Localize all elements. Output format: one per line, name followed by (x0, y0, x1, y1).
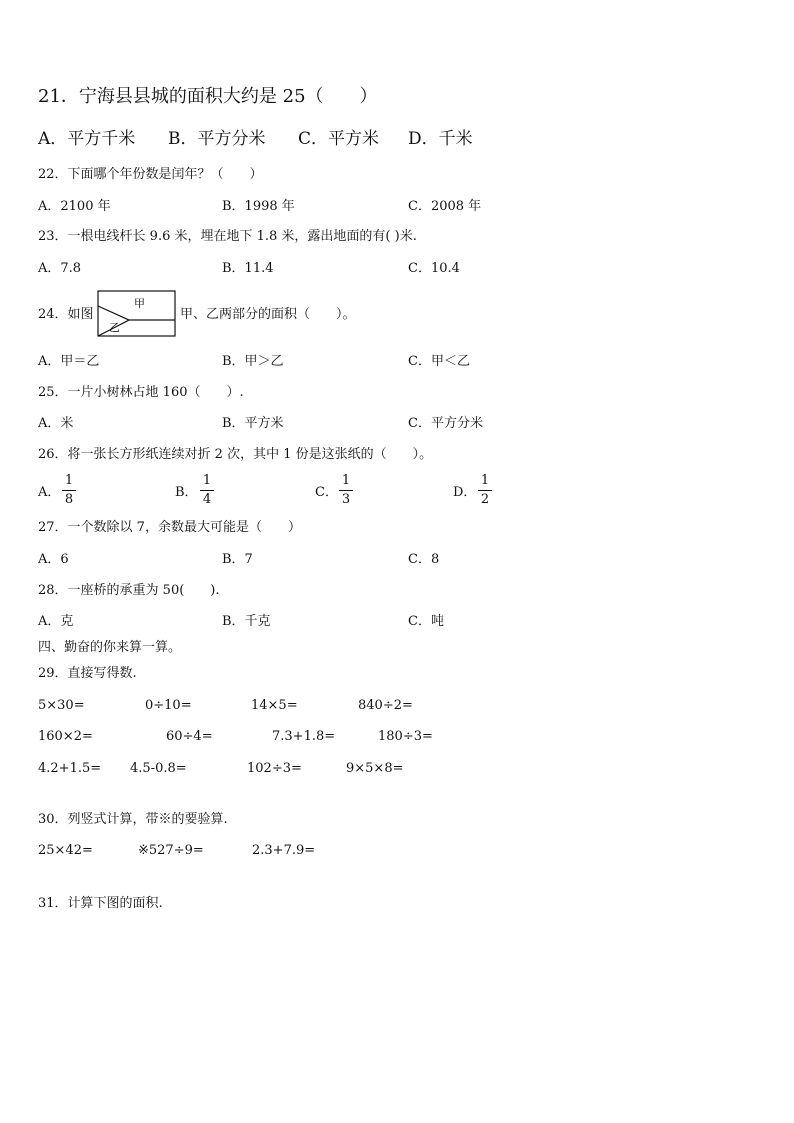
fraction-one-third (339, 474, 353, 507)
denominator: 2 (480, 492, 490, 507)
q23-option-b: B．11.4 (222, 261, 274, 276)
fraction-one-half (478, 474, 492, 507)
q24-option-b: B．甲＞乙 (222, 354, 284, 369)
calc-item: 0÷10= (145, 698, 192, 713)
q21-option-c: C．平方米 (298, 129, 380, 149)
q22-option-a: A．2100 年 (38, 199, 111, 214)
calc-item: 102÷3= (247, 761, 302, 776)
vertical-calc-item: ※527÷9= (138, 843, 204, 858)
calc-item: 14×5= (251, 698, 298, 713)
question-31: 31．计算下图的面积. (38, 896, 163, 911)
question-25: 25．一片小树林占地 160（ ）. (38, 385, 244, 400)
calc-item: 9×5×8= (346, 761, 404, 776)
fraction-bar (200, 490, 214, 491)
vertical-calc-item: 2.3+7.9= (252, 843, 316, 858)
q27-option-a: A．6 (38, 552, 69, 567)
q27-option-b: B．7 (222, 552, 253, 567)
question-27: 27．一个数除以 7，余数最大可能是（ ） (38, 520, 301, 535)
q22-option-c: C．2008 年 (408, 199, 482, 214)
calc-item: 60÷4= (166, 729, 213, 744)
q28-option-b: B．千克 (222, 614, 271, 629)
numerator: 1 (64, 473, 74, 488)
question-24-suffix: 甲、乙两部分的面积（ ）。 (180, 307, 356, 322)
q28-option-a: A．克 (38, 614, 74, 629)
q26-option-a: A． (38, 485, 61, 500)
question-30: 30．列竖式计算，带※的要验算. (38, 812, 228, 827)
q21-option-b: B．平方分米 (168, 129, 266, 149)
question-23: 23．一根电线杆长 9.6 米，埋在地下 1.8 米，露出地面的有( )米. (38, 229, 417, 244)
q21-option-a: A．平方千米 (38, 129, 136, 149)
q25-option-b: B．平方米 (222, 416, 284, 431)
calc-item: 160×2= (38, 729, 93, 744)
q26-option-d: D． (453, 485, 477, 500)
q26-option-b: B． (175, 485, 198, 500)
question-28: 28．一座桥的承重为 50( ). (38, 583, 220, 598)
q24-option-a: A．甲＝乙 (38, 354, 100, 369)
fraction-bar (339, 490, 353, 491)
calc-item: 840÷2= (358, 698, 413, 713)
q23-option-c: C．10.4 (408, 261, 460, 276)
calc-item: 180÷3= (378, 729, 433, 744)
denominator: 8 (64, 492, 74, 507)
numerator: 1 (341, 473, 351, 488)
label-jia: 甲 (134, 297, 145, 310)
fraction-bar (62, 490, 76, 491)
q25-option-c: C．平方分米 (408, 416, 483, 431)
section-4-heading: 四、勤奋的你来算一算。 (38, 640, 182, 655)
question-29: 29．直接写得数. (38, 666, 137, 681)
calc-item: 5×30= (38, 698, 85, 713)
vertical-calc-item: 25×42= (38, 843, 93, 858)
denominator: 3 (341, 492, 351, 507)
denominator: 4 (202, 492, 212, 507)
question-22: 22．下面哪个年份数是闰年？（ ） (38, 167, 263, 182)
q28-option-c: C．吨 (408, 614, 444, 629)
q26-option-c: C． (315, 485, 338, 500)
question-24-prefix: 24．如图 (38, 307, 94, 322)
q27-option-c: C．8 (408, 552, 440, 567)
numerator: 1 (202, 473, 212, 488)
fraction-bar (478, 490, 492, 491)
q22-option-b: B．1998 年 (222, 199, 295, 214)
fraction-one-eighth (62, 474, 76, 507)
calc-item: 4.5-0.8= (130, 761, 187, 776)
label-yi: 乙 (109, 321, 120, 334)
calc-item: 4.2+1.5= (38, 761, 102, 776)
calc-item: 7.3+1.8= (272, 729, 336, 744)
question-21: 21．宁海县县城的面积大约是 25（ ） (38, 86, 378, 107)
q24-figure (97, 290, 177, 338)
numerator: 1 (480, 473, 490, 488)
q24-option-c: C．甲＜乙 (408, 354, 470, 369)
q25-option-a: A．米 (38, 416, 74, 431)
fraction-one-quarter (200, 474, 214, 507)
q23-option-a: A．7.8 (38, 261, 82, 276)
question-26: 26．将一张长方形纸连续对折 2 次，其中 1 份是这张纸的（ ）。 (38, 447, 433, 462)
q21-option-d: D．千米 (408, 129, 473, 149)
